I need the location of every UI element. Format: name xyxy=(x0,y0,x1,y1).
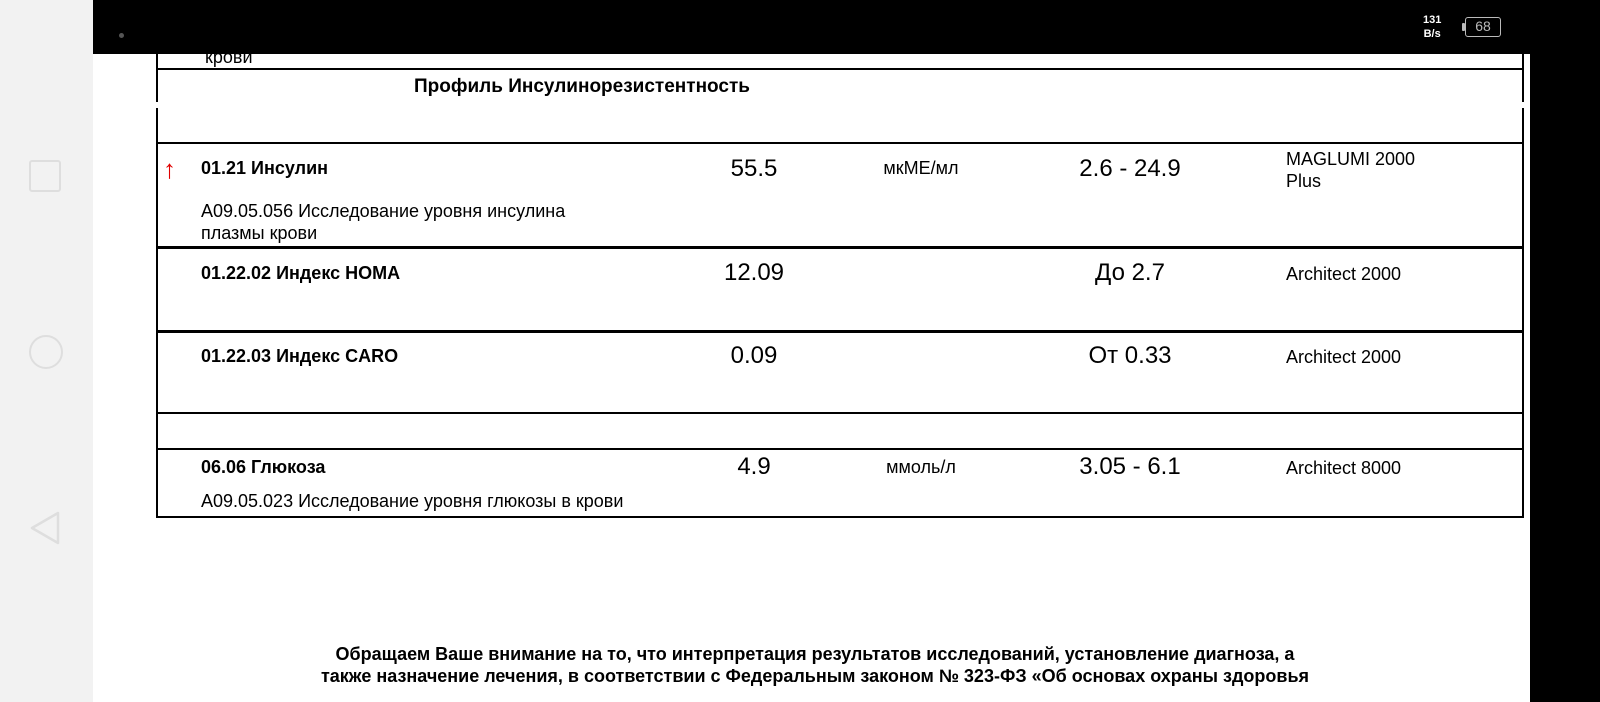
table-border xyxy=(156,54,158,102)
analyzer-line2: Plus xyxy=(1286,171,1322,191)
analyzer: Architect 2000 xyxy=(1286,347,1402,367)
navigation-bar xyxy=(0,0,93,702)
recents-square-icon[interactable] xyxy=(29,160,61,192)
reference-range: От 0.33 xyxy=(1088,342,1172,369)
analyzer: Architect 8000 xyxy=(1286,458,1402,478)
reference-range: 2.6 - 24.9 xyxy=(1079,155,1181,182)
table-border xyxy=(157,448,1523,450)
test-value: 12.09 xyxy=(723,259,785,286)
notification-dot-icon xyxy=(119,33,124,38)
table-border xyxy=(157,516,1523,518)
table-border xyxy=(1522,108,1524,518)
legal-notice xyxy=(240,643,1390,687)
test-name: 06.06 Глюкоза xyxy=(201,457,326,477)
table-border xyxy=(157,412,1523,414)
battery-level: 68 xyxy=(1475,18,1491,34)
clipped-text: крови xyxy=(205,54,253,67)
section-title: Профиль Инсулинорезистентность xyxy=(414,76,750,97)
analyzer: MAGLUMI 2000 xyxy=(1286,149,1416,169)
reference-range: До 2.7 xyxy=(1095,259,1165,286)
table-border xyxy=(157,68,1523,70)
test-name: 01.22.02 Индекс HOMA xyxy=(201,263,401,283)
test-unit: мкМЕ/мл xyxy=(883,158,959,178)
table-border xyxy=(157,330,1523,333)
test-value: 0.09 xyxy=(730,342,778,369)
high-flag-arrow-icon: ↑ xyxy=(163,154,176,184)
test-value: 55.5 xyxy=(730,155,778,182)
analyzer: Architect 2000 xyxy=(1286,264,1402,284)
test-code: А09.05.056 Исследование уровня инсулина xyxy=(201,201,566,221)
network-speed-unit: B/s xyxy=(1423,28,1441,40)
status-bar xyxy=(93,0,1600,54)
table-border xyxy=(1522,54,1524,102)
network-speed xyxy=(1423,13,1441,41)
test-code: А09.05.023 Исследование уровня глюкозы в крови xyxy=(201,491,624,511)
table-border xyxy=(157,246,1523,249)
table-border xyxy=(157,142,1523,144)
test-name: 01.22.03 Индекс CARO xyxy=(201,346,399,366)
back-triangle-icon[interactable] xyxy=(28,510,62,546)
battery-icon xyxy=(1465,17,1501,37)
home-circle-icon[interactable] xyxy=(29,335,63,369)
screen-edge xyxy=(1530,54,1600,702)
test-code-line2: плазмы крови xyxy=(201,223,318,243)
network-speed-value: 131 xyxy=(1423,14,1442,26)
legal-notice-line2: также назначение лечения, в соответствии с Федеральным законом № 323-ФЗ «Об основах охраны здоровья xyxy=(320,666,1310,686)
test-unit: ммоль/л xyxy=(886,457,956,477)
legal-notice-line1: Обращаем Ваше внимание на то, что интерпретация результатов исследований, установление диагноза, а xyxy=(335,644,1295,664)
reference-range: 3.05 - 6.1 xyxy=(1079,453,1181,480)
document-page xyxy=(93,54,1530,702)
test-value: 4.9 xyxy=(737,453,771,480)
test-name: 01.21 Инсулин xyxy=(201,158,329,178)
table-border xyxy=(156,108,158,518)
